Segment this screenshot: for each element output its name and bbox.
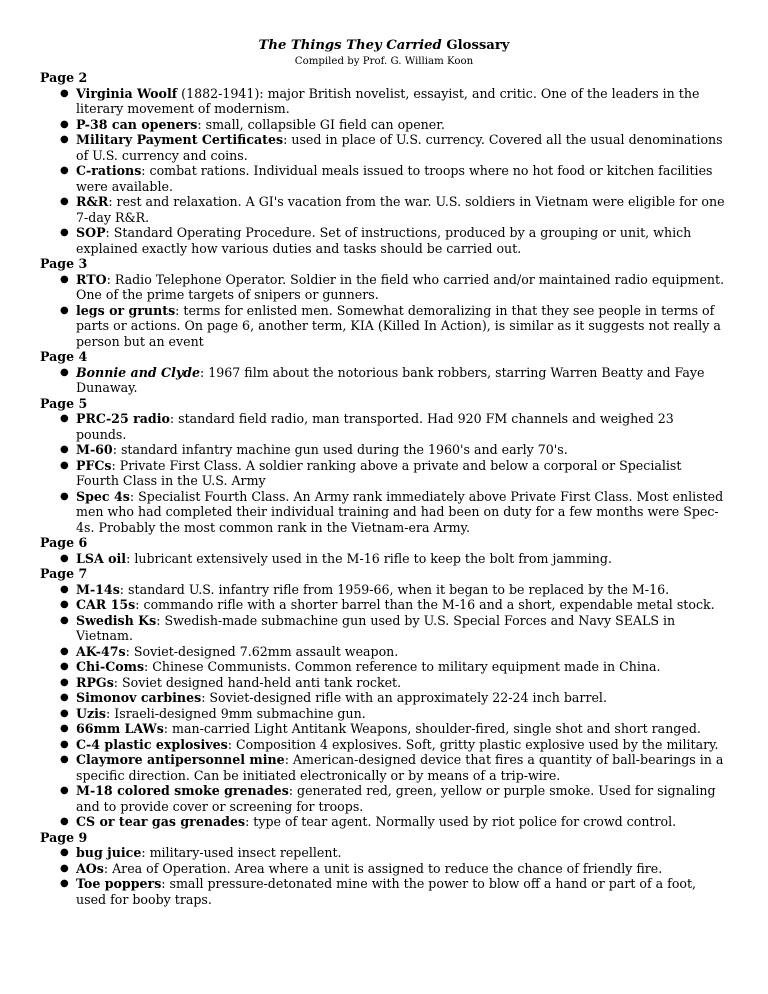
title-book-name: The Things They Carried <box>258 38 442 53</box>
glossary-entry <box>40 272 728 303</box>
section-heading: Page 5 <box>40 395 88 411</box>
glossary-term: AK-47s <box>76 643 126 659</box>
glossary-entry <box>40 876 728 907</box>
bullet-icon: ● <box>60 878 69 889</box>
glossary-term: PFCs <box>76 457 112 473</box>
glossary-entry <box>40 675 728 691</box>
glossary-definition: : Private First Class. A soldier ranking above a private and below a corporal or Specialist Fourth Class in the U.S. Army <box>76 457 682 488</box>
glossary-entry <box>40 225 728 256</box>
bullet-icon: ● <box>60 490 69 502</box>
bullet-icon: ● <box>60 118 69 130</box>
bullet-icon: ● <box>60 738 69 750</box>
glossary-definition: : man-carried Light Antitank Weapons, shoulder-fired, single shot and short ranged. <box>163 721 701 736</box>
glossary-entry <box>40 814 728 830</box>
glossary-definition: : commando rifle with a shorter barrel than the M-16 and a short, expendable metal stock. <box>135 597 715 612</box>
bullet-icon: ● <box>60 847 69 858</box>
glossary-term: Virginia Woolf <box>76 85 178 101</box>
glossary-entry <box>40 194 728 225</box>
bullet-icon: ● <box>60 552 69 564</box>
bullet-icon: ● <box>60 723 69 734</box>
bullet-icon: ● <box>60 444 69 455</box>
glossary-entry <box>40 411 728 442</box>
glossary-term: SOP <box>76 225 106 240</box>
glossary-list <box>40 272 728 350</box>
glossary-term: Bonnie and Clyde <box>76 364 200 380</box>
bullet-icon: ● <box>60 304 69 316</box>
glossary-list <box>40 411 728 535</box>
glossary-definition: : Area of Operation. Area where a unit is assigned to reduce the chance of friendly fire. <box>103 860 663 876</box>
glossary-entry <box>40 163 728 194</box>
glossary-list <box>40 845 728 907</box>
glossary-definition: : rest and relaxation. A GI's vacation from the war. U.S. soldiers in Vietnam were eligible for one 7-day R&R. <box>76 194 725 225</box>
glossary-definition: : Chinese Communists. Common reference to military equipment made in China. <box>144 659 661 674</box>
section-heading: Page 9 <box>40 829 88 845</box>
glossary-entry <box>40 597 728 613</box>
section-heading: Page 4 <box>40 349 88 364</box>
glossary-term: Simonov carbines <box>76 690 202 705</box>
section-heading: Page 6 <box>40 535 88 550</box>
glossary-definition: : 1967 film about the notorious bank robbers, starring Warren Beatty and Faye Dunaway. <box>76 364 705 395</box>
glossary-entry <box>40 706 728 722</box>
bullet-icon: ● <box>60 583 69 595</box>
glossary-term: CS or tear gas grenades <box>76 814 246 829</box>
glossary-entry <box>40 845 728 861</box>
glossary-entry <box>40 86 728 117</box>
glossary-definition: : Israeli-designed 9mm submachine gun. <box>106 705 366 721</box>
glossary-list <box>40 551 728 567</box>
bullet-icon: ● <box>60 196 69 207</box>
glossary-entry <box>40 132 728 163</box>
glossary-definition: : standard U.S. infantry rifle from 1959-66, when it began to be replaced by the M-16. <box>119 581 670 597</box>
bullet-icon: ● <box>60 661 69 672</box>
glossary-entry <box>40 783 728 814</box>
glossary-entry <box>40 861 728 877</box>
bullet-icon: ● <box>60 87 69 99</box>
glossary-definition: : American-designed device that fires a quantity of ball-bearings in a specific direction. Can be initiated electronically or by means of a trip-wire. <box>76 752 724 783</box>
glossary-entry <box>40 442 728 458</box>
glossary-term: CAR 15s <box>76 597 136 612</box>
bullet-icon: ● <box>60 366 69 378</box>
bullet-icon: ● <box>60 707 69 719</box>
glossary-entry <box>40 489 728 536</box>
glossary-term: Military Payment Certificates <box>76 132 284 147</box>
glossary-definition: : Soviet-designed 7.62mm assault weapon. <box>125 643 399 659</box>
bullet-icon: ● <box>60 676 69 688</box>
glossary-entry <box>40 117 728 133</box>
document-title <box>40 38 728 54</box>
glossary-term: AOs <box>76 860 104 876</box>
glossary-term: M-14s <box>76 581 120 597</box>
title-suffix: Glossary <box>441 38 510 53</box>
glossary-definition: : Radio Telephone Operator. Soldier in the field who carried and/or maintained radio equipment. One of the prime targets of snipers or gunners. <box>76 271 725 302</box>
document-subtitle: Compiled by Prof. G. William Koon <box>294 56 474 67</box>
glossary-definition: : combat rations. Individual meals issued to troops where no hot food or kitchen facilities were available. <box>76 163 713 194</box>
glossary-definition: : Standard Operating Procedure. Set of instructions, produced by a grouping or unit, which explained exactly how various duties and tasks should be carried out. <box>76 225 692 256</box>
bullet-icon: ● <box>60 754 69 765</box>
glossary-term: Swedish Ks <box>76 612 157 628</box>
bullet-icon: ● <box>60 413 69 424</box>
bullet-icon: ● <box>60 645 69 657</box>
bullet-icon: ● <box>60 692 69 703</box>
glossary-entry <box>40 551 728 567</box>
glossary-term: Uzis <box>76 705 107 721</box>
glossary-list <box>40 86 728 257</box>
glossary-list <box>40 582 728 830</box>
section-heading: Page 2 <box>40 70 88 85</box>
glossary-entry <box>40 721 728 737</box>
glossary-definition: : small, collapsible GI field can opener. <box>197 116 445 132</box>
bullet-icon: ● <box>60 816 69 827</box>
section-heading: Page 7 <box>40 566 88 581</box>
glossary-term: M-60 <box>76 442 113 457</box>
glossary-term: LSA oil <box>76 550 127 566</box>
glossary-definition: (1882-1941): major British novelist, essayist, and critic. One of the leaders in the literary movement of modernism. <box>76 85 700 116</box>
glossary-entry <box>40 737 728 753</box>
glossary-entry <box>40 365 728 396</box>
glossary-term: bug juice <box>76 845 142 860</box>
glossary-entry <box>40 458 728 489</box>
glossary-list <box>40 365 728 396</box>
glossary-term: RPGs <box>76 674 114 690</box>
bullet-icon: ● <box>60 614 69 626</box>
glossary-term: legs or grunts <box>76 302 176 318</box>
glossary-definition: : Composition 4 explosives. Soft, gritty plastic explosive used by the military. <box>227 736 719 752</box>
glossary-term: Toe poppers <box>76 876 162 891</box>
glossary-definition: : standard infantry machine gun used during the 1960's and early 70's. <box>112 442 568 457</box>
glossary-definition: : generated red, green, yellow or purple smoke. Used for signaling and to provide cover or screening for troops. <box>76 783 716 814</box>
glossary-entry <box>40 582 728 598</box>
glossary-entry <box>40 690 728 706</box>
section-heading: Page 3 <box>40 256 88 271</box>
bullet-icon: ● <box>60 862 69 874</box>
glossary-definition: : Swedish-made submachine gun used by U.S. Special Forces and Navy SEALS in Vietnam. <box>76 612 676 643</box>
glossary-term: C-rations <box>76 163 142 178</box>
glossary-definition: : Soviet designed hand-held anti tank rocket. <box>113 674 402 690</box>
glossary-term: RTO <box>76 271 107 287</box>
glossary-term: C-4 plastic explosives <box>76 736 228 752</box>
glossary-definition: : Soviet-designed rifle with an approximately 22-24 inch barrel. <box>201 690 607 705</box>
glossary-entry <box>40 303 728 350</box>
glossary-entry <box>40 644 728 660</box>
glossary-term: PRC-25 radio <box>76 411 170 426</box>
glossary-term: Chi-Coms <box>76 659 145 674</box>
glossary-sections <box>40 70 728 907</box>
glossary-term: 66mm LAWs <box>76 721 164 736</box>
glossary-definition: : lubricant extensively used in the M-16 rifle to keep the bolt from jamming. <box>126 550 612 566</box>
glossary-term: Claymore antipersonnel mine <box>76 752 285 767</box>
bullet-icon: ● <box>60 785 69 796</box>
bullet-icon: ● <box>60 227 69 238</box>
glossary-term: R&R <box>76 194 109 209</box>
glossary-term: M-18 colored smoke grenades <box>76 783 289 798</box>
bullet-icon: ● <box>60 134 69 145</box>
bullet-icon: ● <box>60 165 69 176</box>
glossary-definition: : military-used insect repellent. <box>141 845 342 860</box>
glossary-definition: : terms for enlisted men. Somewhat demoralizing in that they see people in terms of parts or actions. On page 6, another term, KIA (Killed In Action), is similar as it suggests not really a person but an event <box>76 302 721 349</box>
bullet-icon: ● <box>60 273 69 285</box>
glossary-entry <box>40 752 728 783</box>
glossary-entry <box>40 659 728 675</box>
glossary-definition: : small pressure-detonated mine with the power to blow off a hand or part of a foot, used for booby traps. <box>76 876 697 907</box>
glossary-definition: : standard field radio, man transported. Had 920 FM channels and weighed 23 pounds. <box>76 411 674 442</box>
glossary-term: P-38 can openers <box>76 116 198 132</box>
glossary-definition: : Specialist Fourth Class. An Army rank immediately above Private First Class. Most enlisted men who had completed their individual training and had been on duty for a few months were Spec-4s. Probably the most common rank in the Vietnam-era Army. <box>76 488 724 535</box>
bullet-icon: ● <box>60 599 69 610</box>
bullet-icon: ● <box>60 459 69 471</box>
glossary-definition: : type of tear agent. Normally used by riot police for crowd control. <box>245 814 677 829</box>
glossary-entry <box>40 613 728 644</box>
glossary-definition: : used in place of U.S. currency. Covered all the usual denominations of U.S. currency and coins. <box>76 132 723 163</box>
glossary-term: Spec 4s <box>76 488 130 504</box>
